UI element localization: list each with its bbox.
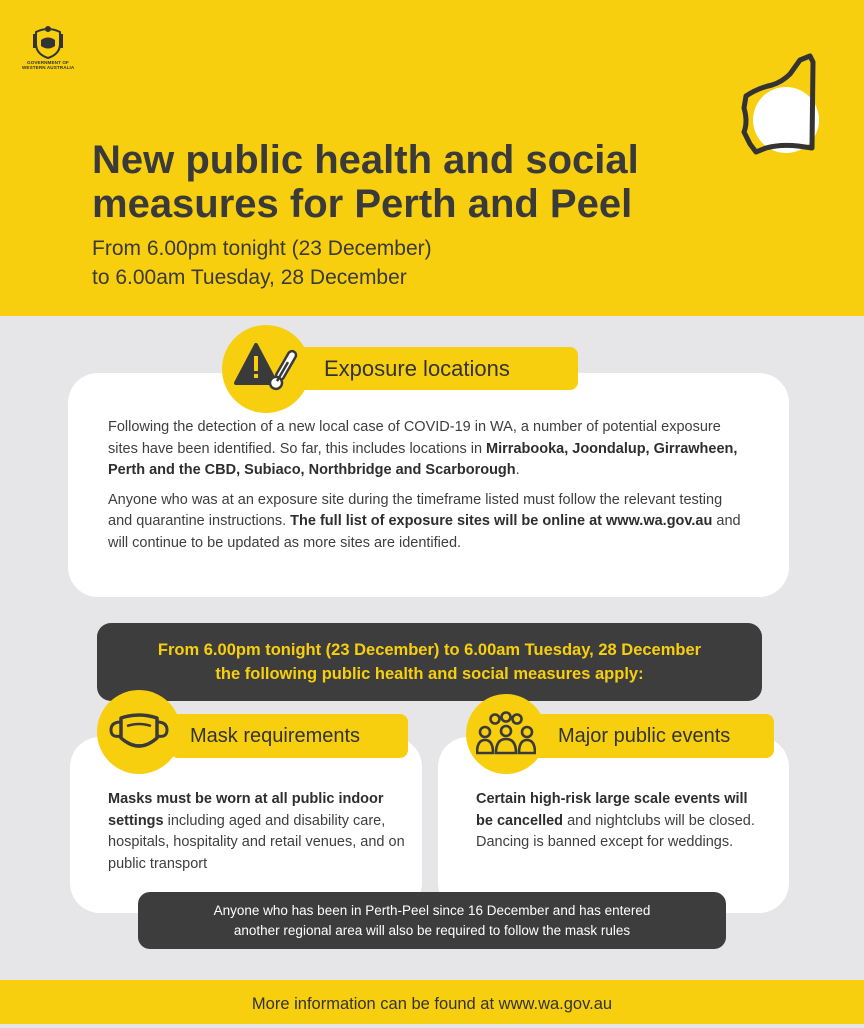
events-heading-pill <box>530 714 774 758</box>
exposure-icon-circle <box>222 325 310 413</box>
face-mask-icon <box>107 708 171 756</box>
page-title: New public health and social measures for Perth and Peel <box>92 138 639 226</box>
crowd-icon <box>476 711 536 757</box>
exposure-locations-list: Mirrabooka, Joondalup, Girrawheen, Perth and the CBD, Subiaco, Northbridge and Scarborough <box>108 440 738 478</box>
events-body <box>476 789 766 854</box>
events-body-bold: Certain high-risk large scale events will be cancelled <box>476 791 748 829</box>
mask-rules-notice <box>138 892 726 949</box>
measures-banner-line-1: From 6.00pm tonight (23 December) to 6.00am Tuesday, 28 December <box>157 641 702 659</box>
exposure-body <box>108 417 748 562</box>
warning-thermometer-icon <box>234 339 298 399</box>
exposure-paragraph-2: Anyone who was at an exposure site during the timeframe listed must follow the relevant testing and quarantine instructions. The full list of exposure sites will be online at www.wa.gov.au and will continue to be updated as more sites are identified. <box>108 491 741 551</box>
subtitle-line-1: From 6.00pm tonight (23 December) <box>92 237 432 260</box>
wa-government-logo <box>22 24 74 80</box>
events-heading: Major public events <box>558 724 731 747</box>
page-subtitle <box>92 234 652 292</box>
wa-map-icon <box>736 52 826 162</box>
exposure-card <box>68 373 789 597</box>
notice-line-2: another regional area will also be required to follow the mask rules <box>233 923 631 938</box>
mask-icon-circle <box>97 690 181 774</box>
exposure-heading-pill <box>290 347 578 390</box>
notice-line-1: Anyone who has been in Perth-Peel since 16 December and has entered <box>213 903 651 918</box>
mask-body-text: including aged and disability care, hospitals, hospitality and retail venues, and on public transport <box>108 812 405 872</box>
mask-body <box>108 789 408 875</box>
header-band <box>0 0 864 316</box>
events-icon-circle <box>466 694 546 774</box>
mask-heading-pill <box>170 714 408 758</box>
mask-body-bold: Masks must be worn at all public indoor settings <box>108 791 384 829</box>
logo-line-1: GOVERNMENT OF <box>27 60 69 65</box>
crest-icon <box>32 24 64 60</box>
exposure-heading: Exposure locations <box>324 355 510 381</box>
exposure-paragraph-1: Following the detection of a new local case of COVID-19 in WA, a number of potential exposure sites have been identified. So far, this includes locations in Mirrabooka, Joondalup, Girrawheen, Perth and the CBD, Subiaco, Northbridge and Scarborough. <box>108 419 738 478</box>
subtitle-line-2: to 6.00am Tuesday, 28 December <box>92 266 407 289</box>
measures-banner <box>97 623 762 701</box>
mask-heading: Mask requirements <box>190 724 361 747</box>
logo-line-2: WESTERN AUSTRALIA <box>22 65 75 70</box>
measures-banner-line-2: the following public health and social measures apply: <box>215 665 644 683</box>
events-body-text: and nightclubs will be closed. Dancing is banned except for weddings. <box>476 812 755 850</box>
footer-more-info: More information can be found at www.wa.gov.au <box>0 980 864 1024</box>
exposure-sites-link-text: The full list of exposure sites will be online at www.wa.gov.au <box>290 513 713 529</box>
